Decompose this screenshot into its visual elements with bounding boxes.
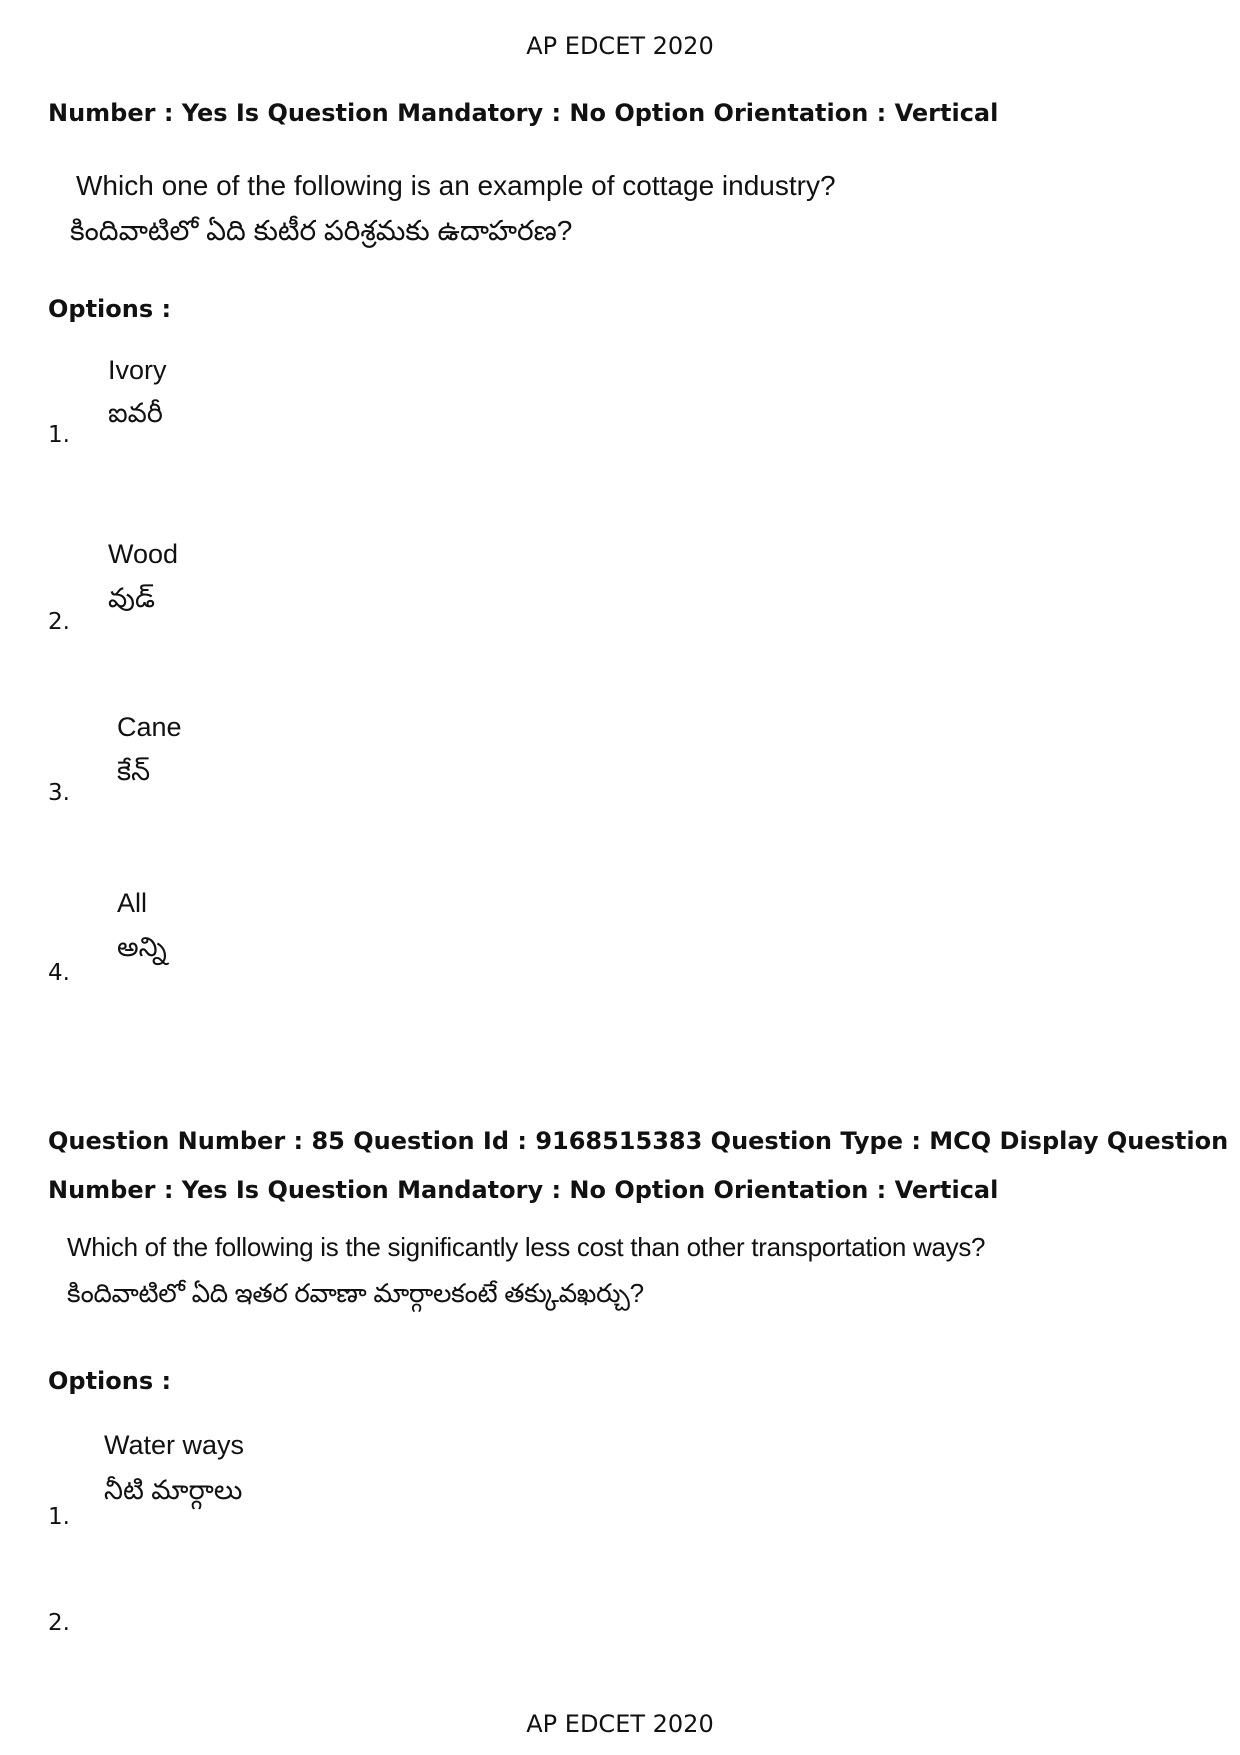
question-meta-line: Number : Yes Is Question Mandatory : No Option Orientation : Vertical [48, 1176, 999, 1204]
option-text-telugu: వుడ్ [108, 583, 155, 613]
question-text-telugu: కిందివాటిలో ఏది కుటీర పరిశ్రమకు ఉదాహరణ? [70, 215, 573, 246]
question-meta-line: Number : Yes Is Question Mandatory : No Option Orientation : Vertical [48, 99, 999, 127]
option-text-english: Water ways [104, 1430, 245, 1460]
option-number: 4. [48, 960, 70, 986]
option-number: 1. [48, 1504, 70, 1530]
options-label: Options : [48, 1367, 172, 1395]
options-label: Options : [48, 295, 172, 323]
question-text-english: Which one of the following is an example of cottage industry? [76, 170, 836, 201]
option-text-telugu: కేన్ [117, 756, 151, 786]
question-text-telugu: కిందివాటిలో ఏది ఇతర రవాణా మార్గాలకంటే తక్కువఖర్చు? [67, 1278, 644, 1308]
option-text-english: All [117, 888, 148, 918]
page-header: AP EDCET 2020 [526, 32, 714, 60]
option-number: 3. [48, 780, 70, 806]
option-text-telugu: అన్ని [117, 932, 167, 962]
page-footer: AP EDCET 2020 [526, 1710, 714, 1738]
option-text-english: Wood [108, 539, 179, 569]
option-number: 2. [48, 1610, 70, 1636]
option-number: 2. [48, 609, 70, 635]
option-text-english: Ivory [108, 355, 167, 385]
option-text-telugu: నీటి మార్గాలు [104, 1475, 243, 1505]
question-text-english: Which of the following is the significantly less cost than other transportation ways? [67, 1232, 986, 1262]
option-text-english: Cane [117, 712, 182, 742]
question-meta-line: Question Number : 85 Question Id : 9168515383 Question Type : MCQ Display Question [48, 1127, 1229, 1155]
option-text-telugu: ఐవరీ [108, 398, 163, 428]
option-number: 1. [48, 422, 70, 448]
